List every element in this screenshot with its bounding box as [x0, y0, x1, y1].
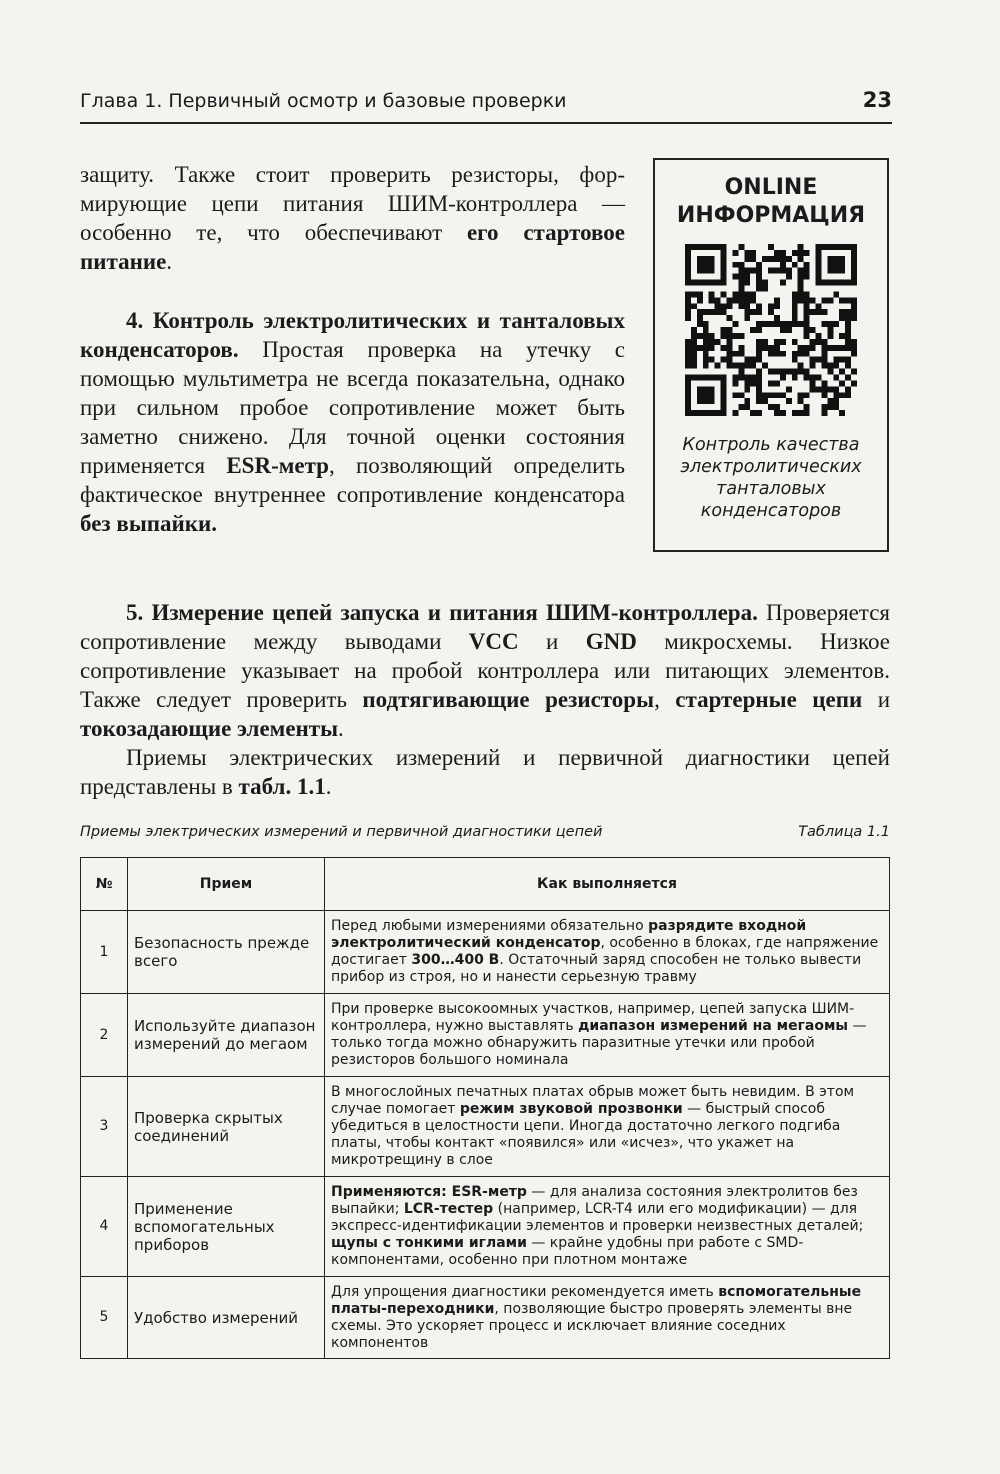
table-label: Таблица 1.1 [798, 824, 890, 840]
row-method: Удобство измерений [128, 1277, 325, 1359]
table-row [81, 1077, 890, 1177]
table-row [81, 994, 890, 1077]
chapter-title: Глава 1. Первичный осмотр и базовые проверки [80, 90, 567, 112]
row-number: 2 [81, 994, 128, 1077]
row-how: При проверке высокоомных участков, например, цепей запуска ШИМ-контроллера, нужно выставлять диапазон измерений на мегаомы — только тогда можно обнаружить паразитные утечки или пробой резисторов большого номинала [325, 994, 890, 1077]
row-method: Применение вспомогательных приборов [128, 1177, 325, 1277]
methods-table [80, 857, 890, 1359]
row-method: Безопасность прежде всего [128, 911, 325, 994]
header-number: № [81, 858, 128, 911]
table-header-row [81, 858, 890, 911]
full-width-text [80, 598, 890, 801]
table-row [81, 1177, 890, 1277]
row-method: Проверка скрытых соединений [128, 1077, 325, 1177]
table-row [81, 911, 890, 994]
item-5-paragraph: 5. Измерение цепей запуска и питания ШИМ-контроллера. Проверяется сопротивление между выводами VCC и GND микросхемы. Низкое сопротивление указывает на пробой контроллера или питающих элементов. Также следует проверить подтягивающие резисторы, стартерные цепи и токозадающие элементы. [80, 600, 890, 741]
left-column-text [80, 160, 625, 538]
table-row [81, 1277, 890, 1359]
row-number: 1 [81, 911, 128, 994]
item-4-paragraph: 4. Контроль электролитических и танталовых конденсаторов. Простая проверка на утечку с помощью мультиметра не всегда показательна, однако при сильном пробое сопротивление может быть заметно снижено. Для точной оценки состояния применяется ESR-метр, позволяющий определить фактическое внутреннее сопротивление конденсатора без выпайки. [80, 308, 625, 536]
online-info-caption: Контроль качества электролитических танталовых конденсаторов [680, 435, 862, 521]
row-number: 5 [81, 1277, 128, 1359]
row-number: 4 [81, 1177, 128, 1277]
online-info-box [653, 158, 889, 552]
row-how: Для упрощения диагностики рекомендуется иметь вспомогательные платы-переходники, позволяющие быстро проверять элементы вне схемы. Это ускоряет процесс и исключает влияние соседних компонентов [325, 1277, 890, 1359]
row-how: В многослойных печатных платах обрыв может быть невидим. В этом случае помогает режим звуковой прозвонки — быстрый способ убедиться в целостности цепи. Иногда достаточно легкого подгиба платы, чтобы контакт «появился» или «исчез», что укажет на микротрещину в слое [325, 1077, 890, 1177]
running-header [80, 88, 892, 124]
online-info-title: ONLINE ИНФОРМАЦИЯ [676, 175, 866, 228]
table-caption [80, 824, 890, 846]
item-5-heading: 5. Измерение цепей запуска и питания ШИМ-контроллера. [126, 600, 758, 625]
row-number: 3 [81, 1077, 128, 1177]
qr-code[interactable] [685, 244, 857, 416]
table-caption-title: Приемы электрических измерений и первичной диагностики цепей [80, 824, 603, 840]
table-reference-paragraph: Приемы электрических измерений и первичной диагностики цепей представлены в табл. 1.1. [80, 745, 890, 799]
header-method: Прием [128, 858, 325, 911]
row-method: Используйте диапазон измерений до мегаом [128, 994, 325, 1077]
header-how: Как выполняется [325, 858, 890, 911]
row-how: Перед любыми измерениями обязательно разрядите входной электролитический конденсатор, особенно в блоках, где напряжение достигает 300…400 В. Остаточный заряд способен не только вывести прибор из строя, но и нанести серьезную травму [325, 911, 890, 994]
intro-paragraph: защиту. Также стоит проверить резисторы, формирующие цепи питания ШИМ-контроллера — особенно те, что обеспечивают его стартовое питание. [80, 162, 625, 274]
item-4-heading: 4. Контроль электролитических и танталовых конденсаторов. [80, 308, 625, 362]
page-number: 23 [862, 88, 892, 112]
row-how: Применяются: ESR-метр — для анализа состояния электролитов без выпайки; LCR-тестер (например, LCR-T4 или его модификации) — для экспресс-идентификации элементов и проверки неизвестных деталей; щупы с тонкими иглами — крайне удобны при работе с SMD-компонентами, особенно при плотном монтаже [325, 1177, 890, 1277]
